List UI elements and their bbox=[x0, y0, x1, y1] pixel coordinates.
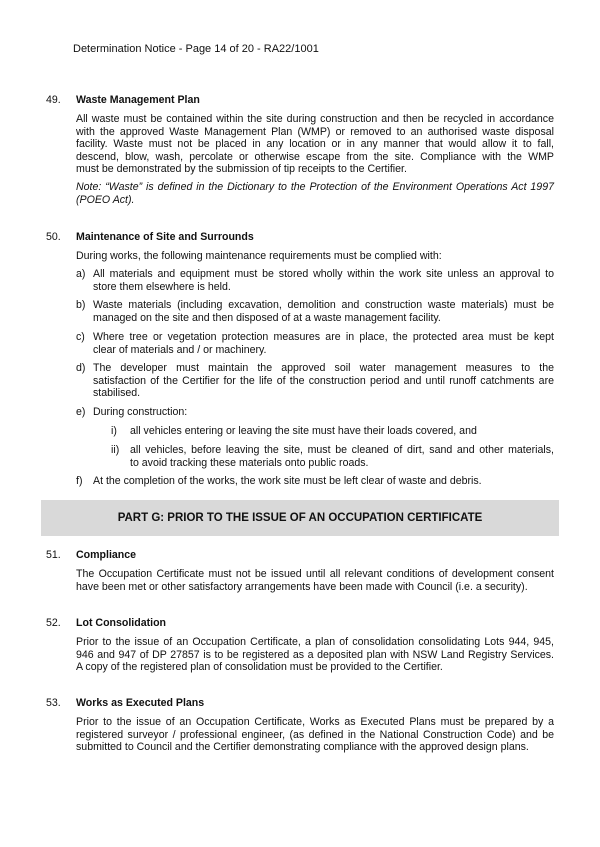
text-line: registered surveyor / professional engineer, (as defined in the National Construction Code) and be bbox=[76, 728, 554, 741]
condition-note bbox=[76, 181, 554, 206]
condition-title: Maintenance of Site and Surrounds bbox=[76, 231, 254, 243]
text-line: store them elsewhere is held. bbox=[93, 280, 231, 293]
text-line: with the approved Waste Management Plan (WMP) or removed to an authorised waste disposal bbox=[76, 125, 554, 138]
page-header: Determination Notice - Page 14 of 20 - RA22/1001 bbox=[73, 43, 319, 55]
condition-body bbox=[76, 716, 554, 754]
text-line: During construction: bbox=[93, 406, 188, 418]
condition-number: 50. bbox=[46, 231, 61, 243]
text-line: managed on the site and then disposed of at a waste management facility. bbox=[93, 311, 441, 324]
text-line: all vehicles, before leaving the site, must be cleaned of dirt, sand and other materials, bbox=[130, 444, 554, 456]
text-line: stabilised. bbox=[93, 387, 141, 400]
text-line: clear of materials and / or machinery. bbox=[93, 343, 267, 356]
condition-title: Waste Management Plan bbox=[76, 94, 200, 106]
list-label: b) bbox=[76, 299, 86, 311]
text-line: All waste must be contained within the site during construction and then be recycled in accordance bbox=[76, 113, 554, 125]
list-label: i) bbox=[111, 425, 117, 437]
text-line: Prior to the issue of an Occupation Certificate, a plan of consolidation consolidating Lots 944, 945, bbox=[76, 636, 554, 648]
text-line: A copy of the registered plan of consolidation must be provided to the Certifier. bbox=[76, 661, 443, 674]
text-line: The developer must maintain the approved soil water management measures to the bbox=[93, 362, 554, 374]
text-line: The Occupation Certificate must not be issued until all relevant conditions of development consent bbox=[76, 568, 554, 580]
condition-body bbox=[76, 636, 554, 674]
text-line: All materials and equipment must be stored wholly within the work site unless an approval to bbox=[93, 268, 554, 280]
text-line: facility. Waste must not be placed in any location or in any manner that would allow it to fall, bbox=[76, 138, 554, 151]
text-line: satisfaction of the Certifier for the life of the construction period and until runoff catchments are bbox=[93, 374, 554, 387]
text-line: 946 and 947 of DP 27857 is to be registered as a deposited plan with NSW Land Registry Services. bbox=[76, 648, 554, 661]
condition-title: Lot Consolidation bbox=[76, 617, 167, 629]
part-heading: PART G: PRIOR TO THE ISSUE OF AN OCCUPATION CERTIFICATE bbox=[117, 511, 483, 524]
text-line: (POEO Act). bbox=[76, 193, 135, 206]
text-line: Note: “Waste” is defined in the Dictionary to the Protection of the Environment Operations Act 1997 bbox=[76, 181, 554, 193]
text-line: all vehicles entering or leaving the site must have their loads covered, and bbox=[130, 425, 477, 437]
text-line: to avoid tracking these materials onto public roads. bbox=[130, 456, 369, 469]
condition-title: Compliance bbox=[76, 549, 137, 561]
condition-body bbox=[76, 113, 554, 176]
condition-intro: During works, the following maintenance requirements must be complied with: bbox=[76, 250, 442, 262]
text-line: At the completion of the works, the work site must be left clear of waste and debris. bbox=[93, 475, 482, 487]
list-label: a) bbox=[76, 268, 86, 280]
text-line: Prior to the issue of an Occupation Certificate, Works as Executed Plans must be prepared by a bbox=[76, 716, 554, 728]
text-line: Waste materials (including excavation, demolition and construction waste materials) must be bbox=[93, 299, 554, 311]
condition-title: Works as Executed Plans bbox=[76, 697, 205, 709]
part-heading-band bbox=[41, 500, 559, 536]
condition-number: 49. bbox=[46, 94, 61, 106]
condition-body bbox=[76, 568, 554, 593]
text-line: Where tree or vegetation protection measures are in place, the protected area must be kept bbox=[93, 331, 554, 343]
list-label: ii) bbox=[111, 444, 120, 456]
condition-number: 51. bbox=[46, 549, 61, 561]
text-line: must be demonstrated by the submission of tip receipts to the Certifier. bbox=[76, 163, 407, 176]
list-label: d) bbox=[76, 362, 86, 374]
list-label: e) bbox=[76, 406, 86, 418]
text-line: have been met or other satisfactory arrangements have been made with Council (i.e. a security). bbox=[76, 580, 528, 593]
condition-number: 52. bbox=[46, 617, 61, 629]
text-line: submitted to Council and the Certifier demonstrating compliance with the approved design plans. bbox=[76, 741, 529, 754]
text-line: descend, blow, wash, percolate or otherwise escape from the site. Compliance with the WMP bbox=[76, 150, 554, 163]
condition-number: 53. bbox=[46, 697, 61, 709]
list-label: f) bbox=[76, 475, 83, 487]
list-label: c) bbox=[76, 331, 85, 343]
